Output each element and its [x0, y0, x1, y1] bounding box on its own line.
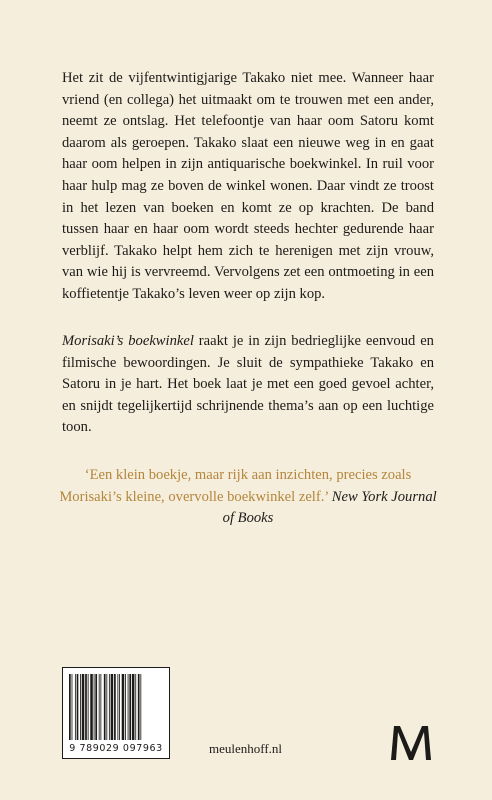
publisher-url: meulenhoff.nl: [209, 741, 283, 756]
review-source: New York Journal of Books: [222, 488, 437, 527]
barcode-bars: [69, 674, 163, 740]
blurb-paragraph-1: Het zit de vijfentwintigjarige Takako niet mee. Wanneer haar vriend (en collega) het uitmaakt om te trouwen met een ander, neemt ze ontslag. Het telefoontje van haar oom Satoru komt daarom als geroepen. Takako slaat een nieuwe weg in en gaat haar oom helpen in zijn antiquarische boekwinkel. In ruil voor haar hulp mag ze boven de winkel wonen. Daar vindt ze troost in het lezen van boeken en komt ze op krachten. De band tussen haar en haar oom wordt steeds hechter gedurende haar verblijf. Takako helpt hem zich te herenigen met zijn vrouw, van wie hij is vervreemd. Vervolgens zet een ontmoeting in een koffietentje Takako’s leven weer op zijn kop.: [62, 70, 434, 302]
book-title-italic: Morisaki’s boekwinkel: [62, 333, 194, 349]
isbn-barcode: [62, 667, 170, 759]
review-quote-text: ‘Een klein boekje, maar rijk aan inzichten, precies zoals Morisaki’s kleine, overvolle boekwinkel zelf.’: [59, 467, 412, 505]
blurb-paragraph-2: [62, 331, 434, 439]
blurb-paragraph-2-text: raakt je in zijn bedrieglijke eenvoud en filmische bewoordingen. Je sluit de sympathieke Takako en Satoru in je hart. Het boek laat je met een goed gevoel achter, en snijdt tegelijkertijd schrijnende thema’s aan op een luchtige toon.: [62, 333, 434, 436]
isbn-digits: 9 789029 097963: [69, 743, 163, 754]
publisher-logo: [389, 724, 433, 762]
review-quote: [52, 465, 444, 530]
